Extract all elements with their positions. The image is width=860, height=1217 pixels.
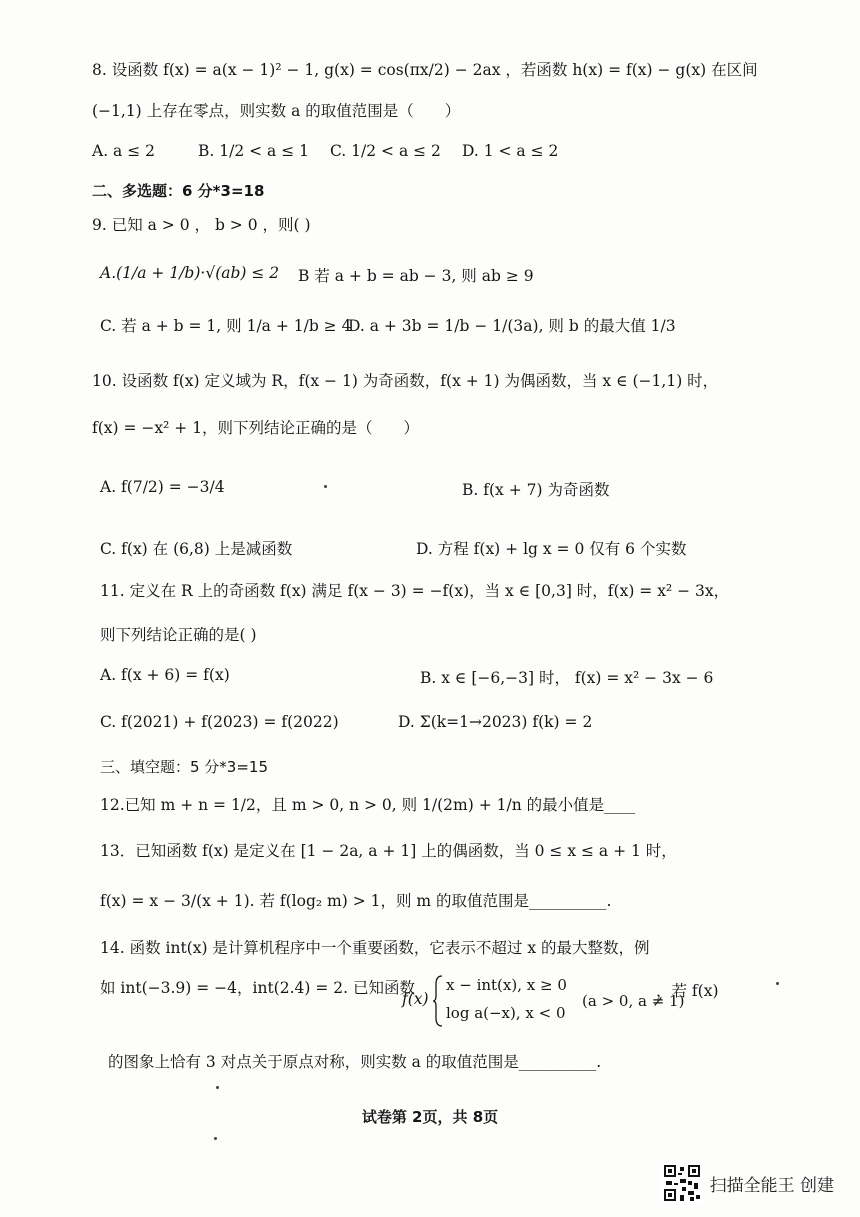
q11-option-b: B. x ∈ [−6,−3] 时， f(x) = x² − 3x − 6: [420, 669, 714, 687]
q14-line1: 14. 函数 int(x) 是计算机程序中一个重要函数，它表示不超过 x 的最大整数，例: [100, 939, 650, 957]
q13-line2: f(x) = x − 3/(x + 1). 若 f(log₂ m) > 1，则 m 的取值范围是__________.: [100, 892, 612, 910]
q9-option-c: C. 若 a + b = 1, 则 1/a + 1/b ≥ 4: [100, 317, 352, 335]
q11-option-a: A. f(x + 6) = f(x): [100, 666, 230, 684]
q10-option-c: C. f(x) 在 (6,8) 上是减函数: [100, 540, 293, 558]
q10-option-d: D. 方程 f(x) + lg x = 0 仅有 6 个实数: [416, 540, 687, 558]
q10-option-b: B. f(x + 7) 为奇函数: [462, 481, 610, 499]
q14-piece2: log a(−x), x < 0: [446, 1004, 566, 1022]
scan-speck: [776, 982, 779, 985]
watermark-text: 扫描全能王 创建: [709, 1175, 834, 1196]
page-footer: 试卷第 2页，共 8页: [361, 1108, 499, 1126]
q11-option-d: D. Σ(k=1→2023) f(k) = 2: [398, 713, 593, 731]
q14-tail: ，若 f(x): [656, 982, 719, 1000]
q11-line2: 则下列结论正确的是( ): [100, 626, 257, 644]
q14-condition: (a > 0, a ≠ 1): [582, 992, 685, 1010]
q10-line1: 10. 设函数 f(x) 定义域为 R，f(x − 1) 为奇函数，f(x + 1) 为偶函数，当 x ∈ (−1,1) 时，: [92, 372, 719, 390]
q10-option-a: A. f(7/2) = −3/4: [100, 478, 225, 496]
left-brace-icon: [432, 974, 444, 1028]
q8-option-a: A. a ≤ 2: [92, 142, 155, 160]
scan-speck: [324, 485, 327, 488]
section3-title: 三、填空题：5 分*3=15: [100, 758, 269, 776]
q8-option-c: C. 1/2 < a ≤ 2: [330, 142, 441, 160]
q8-line2: (−1,1) 上存在零点，则实数 a 的取值范围是（ ）: [92, 102, 461, 120]
q10-line2: f(x) = −x² + 1，则下列结论正确的是（ ）: [92, 419, 420, 437]
q11-line1: 11. 定义在 R 上的奇函数 f(x) 满足 f(x − 3) = −f(x)，当 x ∈ [0,3] 时，f(x) = x² − 3x，: [100, 582, 730, 600]
q9-stem: 9. 已知 a > 0 ， b > 0 ，则( ): [92, 216, 311, 234]
scanner-watermark: [662, 1163, 834, 1203]
q8-option-b: B. 1/2 < a ≤ 1: [198, 142, 309, 160]
q12-text: 12.已知 m + n = 1/2，且 m > 0, n > 0, 则 1/(2m) + 1/n 的最小值是____: [100, 796, 636, 814]
q9-option-a: A.(1/a + 1/b)·√(ab) ≤ 2: [100, 264, 280, 282]
q9-option-d: D. a + 3b = 1/b − 1/(3a), 则 b 的最大值 1/3: [348, 317, 676, 335]
q14-piece1: x − int(x), x ≥ 0: [446, 976, 567, 994]
q14-line3: 的图象上恰有 3 对点关于原点对称，则实数 a 的取值范围是__________.: [108, 1053, 602, 1071]
qr-code-icon: [662, 1163, 702, 1203]
q13-line1: 13．已知函数 f(x) 是定义在 [1 − 2a, a + 1] 上的偶函数，当 0 ≤ x ≤ a + 1 时，: [100, 842, 677, 860]
scan-speck: [216, 1086, 219, 1089]
q9-option-b: B 若 a + b = ab − 3, 则 ab ≥ 9: [298, 267, 534, 285]
q14-line2: 如 int(−3.9) = −4，int(2.4) = 2. 已知函数: [100, 979, 415, 997]
scan-speck: [214, 1137, 217, 1140]
q8-line1: 8. 设函数 f(x) = a(x − 1)² − 1, g(x) = cos(πx/2) − 2ax ，若函数 h(x) = f(x) − g(x) 在区间: [92, 61, 758, 79]
q11-option-c: C. f(2021) + f(2023) = f(2022): [100, 713, 339, 731]
section2-title: 二、多选题：6 分*3=18: [92, 182, 265, 200]
q8-option-d: D. 1 < a ≤ 2: [462, 142, 559, 160]
exam-page: 8. 设函数 f(x) = a(x − 1)² − 1, g(x) = cos(πx/2) − 2ax ，若函数 h(x) = f(x) − g(x) 在区间 (−1,1) 上存在零点，则实数 a 的取值范围是（ ） A. a ≤ 2 B. 1/2 < a ≤ 1 C. 1/2 < a ≤ 2 D. 1 < a ≤ 2 二、多选题：6 分*3=18 9. 已知 a > 0 ， b > 0 ，则( ) A.(1/a + 1/b)·√(ab) ≤ 2 B 若 a + b = ab − 3, 则 ab ≥ 9 C. 若 a + b = 1, 则 1/a + 1/b ≥ 4 D. a + 3b = 1/b − 1/(3a), 则 b 的最大值 1/3 10. 设函数 f(x) 定义域为 R，f(x − 1) 为奇函数，f(x + 1) 为偶函数，当 x ∈ (−1,1) 时， f(x) = −x² + 1，则下列结论正确的是（ ） A. f(7/2) = −3/4 B. f(x + 7) 为奇函数 C. f(x) 在 (6,8) 上是减函数 D. 方程 f(x) + lg x = 0 仅有 6 个实数 11. 定义在 R 上的奇函数 f(x) 满足 f(x − 3) = −f(x)，当 x ∈ [0,3] 时，f(x) = x² − 3x， 则下列结论正确的是( ) A. f(x + 6) = f(x) B. x ∈ [−6,−3] 时， f(x) = x² − 3x − 6 C. f(2021) + f(2023) = f(2022) D. Σ(k=1→2023) f(k) = 2 三、填空题：5 分*3=15 12.已知 m + n = 1/2，且 m > 0, n > 0, 则 1/(2m) + 1/n 的最小值是____ 13．已知函数 f(x) 是定义在 [1 − 2a, a + 1] 上的偶函数，当 0 ≤ x ≤ a + 1 时， f(x) = x − 3/(x + 1). 若 f(log₂ m) > 1，则 m 的取值范围是__________. 14. 函数 int(x) 是计算机程序中一个重要函数，它表示不超过 x 的最大整数，例 如 int(−3.9) = −4，int(2.4) = 2. 已知函数 f(x) x − int(x), x ≥ 0 log a(−x), x < 0 (a > 0, a ≠ 1) ，若 f(x) 的图象上恰有 3 对点关于原点对称，则实数 a 的取值范围是__________. 试卷第 2页，共 8页 扫描全能王 创建: [0, 0, 860, 1217]
